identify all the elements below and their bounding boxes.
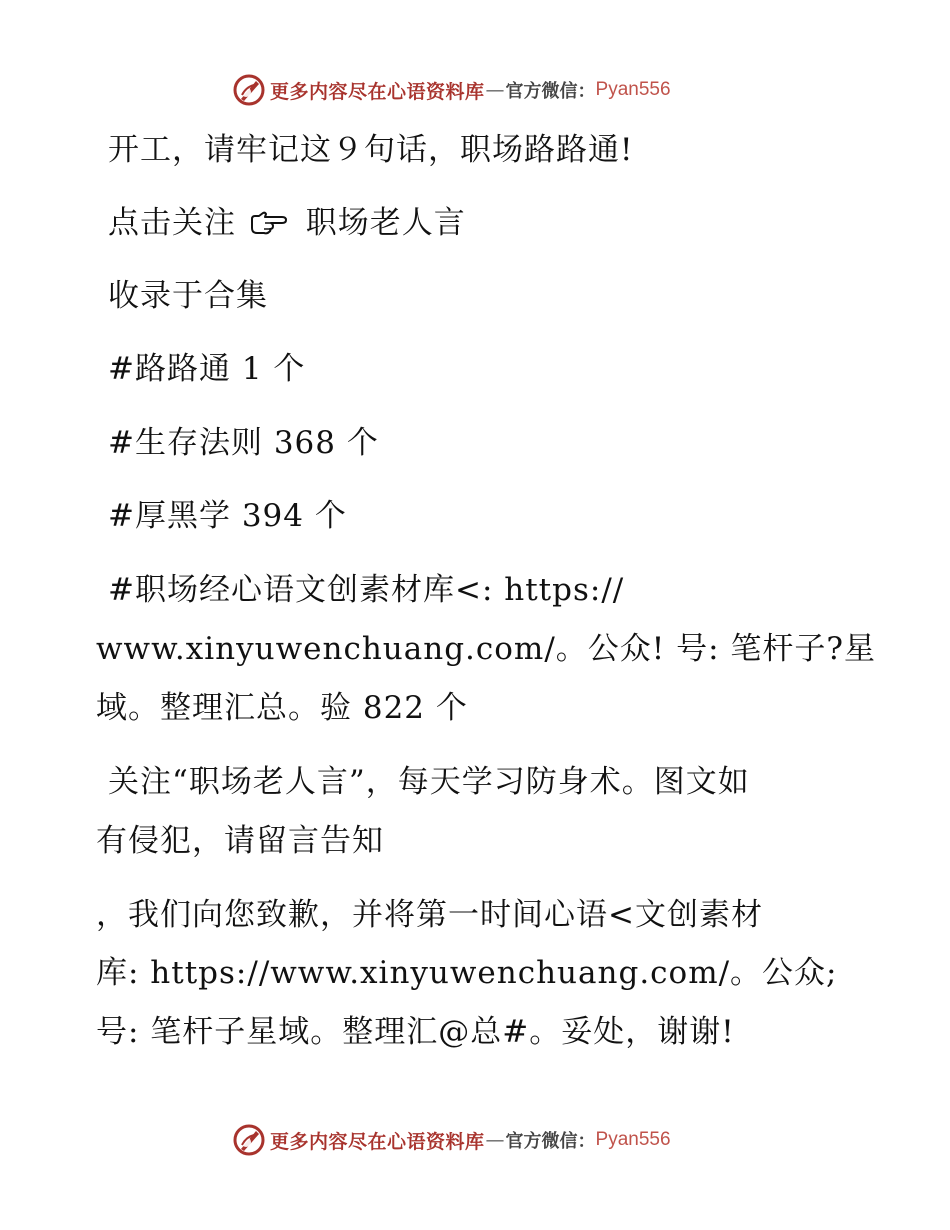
tag-item-line[interactable]: #职场经心语文创素材库<: https:// bbox=[108, 572, 625, 608]
banner-wechat-label: 官方微信： bbox=[505, 1131, 596, 1152]
banner-dash: — bbox=[485, 79, 505, 101]
banner-wechat-id: Pyan556 bbox=[595, 1129, 671, 1150]
apology-paragraph-line: 号: 笔杆子星域。整理汇@总#。妥处，谢谢! bbox=[96, 1014, 735, 1050]
follow-prefix: 点击关注 bbox=[108, 205, 236, 241]
tag-item[interactable]: #路路通 1 个 bbox=[108, 351, 306, 387]
tag-item[interactable]: #厚黑学 394 个 bbox=[108, 498, 347, 534]
header-watermark-banner bbox=[232, 73, 671, 107]
notice-paragraph-line: 关注“职场老人言”，每天学习防身术。图文如 bbox=[108, 764, 750, 800]
pointing-hand-icon bbox=[249, 210, 289, 236]
notice-paragraph-line: 有侵犯，请留言告知 bbox=[96, 823, 384, 859]
banner-main-text: 更多内容尽在心语资料库 bbox=[270, 80, 485, 103]
tag-item-line[interactable]: 域。整理汇总。验 822 个 bbox=[96, 690, 468, 726]
banner-main-text: 更多内容尽在心语资料库 bbox=[270, 1130, 485, 1153]
follow-account-link[interactable]: 职场老人言 bbox=[305, 205, 466, 241]
footer-watermark-banner bbox=[232, 1123, 671, 1157]
apology-paragraph-line: ，我们向您致歉，并将第一时间心语<文创素材 bbox=[96, 897, 763, 933]
tag-item[interactable]: #生存法则 368 个 bbox=[108, 425, 379, 461]
apology-paragraph-line: 库: https://www.xinyuwenchuang.com/。公众; bbox=[96, 955, 838, 991]
banner-wechat-id: Pyan556 bbox=[595, 79, 671, 100]
tag-item-line[interactable]: www.xinyuwenchuang.com/。公众! 号: 笔杆子?星 bbox=[96, 631, 876, 667]
logo-icon bbox=[232, 73, 266, 107]
banner-wechat-label: 官方微信： bbox=[505, 81, 596, 102]
collection-label: 收录于合集 bbox=[108, 278, 268, 314]
follow-line bbox=[108, 204, 466, 242]
logo-icon bbox=[232, 1123, 266, 1157]
article-title: 开工，请牢记这９句话，职场路路通! bbox=[108, 132, 634, 168]
banner-dash: — bbox=[485, 1129, 505, 1151]
